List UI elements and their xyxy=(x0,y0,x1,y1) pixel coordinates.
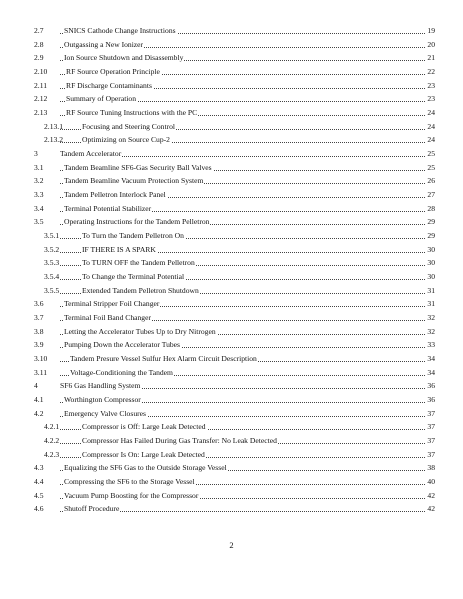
toc-entry-number: 3.1 xyxy=(34,162,44,172)
toc-entry[interactable] xyxy=(0,38,463,51)
toc-entry-page: 29 xyxy=(427,217,435,227)
toc-entry[interactable] xyxy=(0,120,463,133)
toc-entry-title: SF6 Gas Handling System xyxy=(60,381,141,391)
toc-entry-title: To TURN OFF the Tandem Pelletron xyxy=(82,258,195,268)
toc-entry[interactable] xyxy=(0,24,463,37)
toc-entry[interactable] xyxy=(0,420,463,433)
toc-entry-title: Extended Tandem Pelletron Shutdown xyxy=(82,285,199,295)
toc-entry-page: 30 xyxy=(427,272,435,282)
toc-entry-number: 4.4 xyxy=(34,477,44,487)
toc-entry-page: 24 xyxy=(427,135,435,145)
toc-entry[interactable] xyxy=(0,434,463,447)
toc-entry-number: 3.5 xyxy=(34,217,44,227)
toc-entry[interactable] xyxy=(0,229,463,242)
toc-entry-title: To Turn the Tandem Pelletron On xyxy=(82,231,184,241)
toc-entry-title: Shutoff Procedure xyxy=(64,504,120,514)
toc-entry[interactable] xyxy=(0,393,463,406)
toc-entry[interactable] xyxy=(0,297,463,310)
toc-entry[interactable] xyxy=(0,79,463,92)
toc-entry-title: Terminal Potential Stabilizer xyxy=(64,203,152,213)
toc-entry-number: 3.5.3 xyxy=(44,258,60,268)
toc-entry[interactable] xyxy=(0,311,463,324)
toc-entry-page: 37 xyxy=(427,449,435,459)
toc-entry-number: 3.8 xyxy=(34,326,44,336)
toc-entry[interactable] xyxy=(0,147,463,160)
toc-entry[interactable] xyxy=(0,325,463,338)
toc-entry-number: 2.13 xyxy=(34,108,48,118)
toc-entry-title: Voltage-Conditioning the Tandem xyxy=(70,367,173,377)
toc-entry[interactable] xyxy=(0,65,463,78)
toc-entry-number: 2.11 xyxy=(34,80,48,90)
toc-entry-page: 37 xyxy=(427,422,435,432)
toc-entry-page: 19 xyxy=(427,26,435,35)
toc-entry-page: 21 xyxy=(427,53,435,63)
toc-entry-number: 4.5 xyxy=(34,490,44,500)
toc-entry-number: 4.2 xyxy=(34,408,44,418)
toc-entry-number: 2.9 xyxy=(34,53,44,63)
toc-entry-title: Compressor Is On: Large Leak Detected xyxy=(82,449,205,459)
toc-entry-page: 40 xyxy=(427,477,435,487)
toc-entry-number: 3.5.5 xyxy=(44,285,60,295)
toc-entry[interactable] xyxy=(0,202,463,215)
toc-entry-title: RF Source Tuning Instructions with the PC xyxy=(66,108,198,118)
toc-entry-number: 3.2 xyxy=(34,176,44,186)
toc-entry[interactable] xyxy=(0,161,463,174)
page-number: 2 xyxy=(229,540,234,550)
toc-entry[interactable] xyxy=(0,106,463,119)
toc-entry-page: 30 xyxy=(427,258,435,268)
toc-entry[interactable] xyxy=(0,448,463,461)
toc-entry-number: 3.6 xyxy=(34,299,44,309)
toc-entry-number: 3.5.4 xyxy=(44,272,60,282)
toc-entry-number: 3.11 xyxy=(34,367,48,377)
toc-entry-title: Compressor is Off: Large Leak Detected xyxy=(82,422,206,432)
toc-entry-number: 3.10 xyxy=(34,354,48,364)
toc-entry-number: 3 xyxy=(34,149,38,159)
toc-entry[interactable] xyxy=(0,243,463,256)
toc-entry[interactable] xyxy=(0,352,463,365)
toc-entry-number: 3.7 xyxy=(34,313,44,323)
toc-entry[interactable] xyxy=(0,502,463,515)
toc-entry-title: Terminal Foil Band Changer xyxy=(64,313,151,323)
toc-entry[interactable] xyxy=(0,284,463,297)
toc-entry[interactable] xyxy=(0,92,463,105)
toc-entry-title: Summary of Operation xyxy=(66,94,137,104)
toc-entry-page: 33 xyxy=(427,340,435,350)
toc-entry-number: 2.13.2 xyxy=(44,135,63,145)
toc-entry-page: 29 xyxy=(427,231,435,241)
toc-entry-page: 26 xyxy=(427,176,435,186)
toc-entry-number: 4.2.2 xyxy=(44,436,60,446)
toc-entry-page: 34 xyxy=(427,354,435,364)
toc-entry-page: 36 xyxy=(427,381,435,391)
toc-entry[interactable] xyxy=(0,475,463,488)
toc-entry[interactable] xyxy=(0,215,463,228)
toc-entry-title: Tandem Presure Vessel Sulfur Hex Alarm Circuit Description xyxy=(70,354,257,364)
toc-entry-number: 3.5.2 xyxy=(44,244,60,254)
toc-entry-page: 31 xyxy=(427,299,435,309)
toc-entry-title: RF Source Operation Principle xyxy=(66,67,160,76)
toc-entry-title: Vacuum Pump Boosting for the Compressor xyxy=(64,490,199,500)
toc-entry-number: 3.5.1 xyxy=(44,231,60,241)
toc-entry-title: To Change the Terminal Potential xyxy=(82,272,185,282)
toc-entry-number: 2.12 xyxy=(34,94,48,104)
toc-entry[interactable] xyxy=(0,379,463,392)
toc-entry-page: 23 xyxy=(427,94,435,104)
toc-entry-title: Operating Instructions for the Tandem Pelletron xyxy=(64,217,210,227)
toc-entry-title: Letting the Accelerator Tubes Up to Dry Nitrogen xyxy=(64,326,216,336)
toc-entry-title: Equalizing the SF6 Gas to the Outside Storage Vessel xyxy=(64,463,227,473)
toc-entry-page: 36 xyxy=(427,395,435,405)
toc-entry-title: Tandem Accelerator xyxy=(60,149,122,159)
toc-entry-title: Compressing the SF6 to the Storage Vessel xyxy=(64,477,195,487)
toc-entry-title: Terminal Stripper Foil Changer xyxy=(64,299,160,309)
toc-entry-number: 2.10 xyxy=(34,67,48,76)
toc-entry-title: Pumping Down the Accelerator Tubes xyxy=(64,340,181,350)
toc-entry-title: Outgassing a New Ionizer xyxy=(64,39,144,49)
toc-entry-number: 4.3 xyxy=(34,463,44,473)
toc-entry-number: 4.2.1 xyxy=(44,422,60,432)
toc-entry-title: Focusing and Steering Control xyxy=(82,121,176,131)
toc-entry-number: 4.6 xyxy=(34,504,44,514)
toc-entry-title: IF THERE IS A SPARK xyxy=(82,244,156,254)
toc-entry[interactable] xyxy=(0,270,463,283)
toc-entry-page: 25 xyxy=(427,149,435,159)
toc-entry-title: Compressor Has Failed During Gas Transfer: No Leak Detected xyxy=(82,436,277,446)
toc-entry[interactable] xyxy=(0,188,463,201)
toc-entry-page: 42 xyxy=(427,504,435,514)
toc-entry-title: Worthington Compressor xyxy=(64,395,141,405)
toc-entry-page: 24 xyxy=(427,121,435,131)
toc-entry-page: 28 xyxy=(427,203,435,213)
toc-entry-page: 22 xyxy=(427,67,435,76)
toc-entry-page: 37 xyxy=(427,436,435,446)
toc-entry-number: 2.7 xyxy=(34,26,44,35)
toc-entry[interactable] xyxy=(0,366,463,379)
toc-entry-title: SNICS Cathode Change Instructions xyxy=(64,26,176,35)
toc-entry-page: 31 xyxy=(427,285,435,295)
toc-entry[interactable] xyxy=(0,461,463,474)
toc-entry-number: 3.9 xyxy=(34,340,44,350)
toc-entry-title: Tandem Beamline SF6-Gas Security Ball Valves xyxy=(64,162,212,172)
toc-entry-title: Tandem Pelletron Interlock Panel xyxy=(64,190,166,200)
toc-entry-number: 4.1 xyxy=(34,395,44,405)
toc-entry-page: 27 xyxy=(427,190,435,200)
toc-entry-page: 23 xyxy=(427,80,435,90)
toc-entry[interactable] xyxy=(0,256,463,269)
toc-entry[interactable] xyxy=(0,51,463,64)
toc-entry-number: 4.2.3 xyxy=(44,449,60,459)
toc-entry-title: Optimizing on Source Cup-2 xyxy=(82,135,170,145)
toc-entry-title: Emergency Valve Closures xyxy=(64,408,146,418)
toc-entry-page: 25 xyxy=(427,162,435,172)
toc-entry-page: 34 xyxy=(427,367,435,377)
toc-entry[interactable] xyxy=(0,489,463,502)
toc-entry-page: 38 xyxy=(427,463,435,473)
toc-entry-page: 20 xyxy=(427,39,435,49)
toc-entry-number: 3.3 xyxy=(34,190,44,200)
toc-entry-title: Tandem Beamline Vacuum Protection System xyxy=(64,176,204,186)
toc-entry-page: 32 xyxy=(427,313,435,323)
toc-entry-number: 3.4 xyxy=(34,203,44,213)
toc-entry[interactable] xyxy=(0,133,463,146)
toc-entry[interactable] xyxy=(0,174,463,187)
toc-entry-number: 2.8 xyxy=(34,39,44,49)
toc-entry-page: 42 xyxy=(427,490,435,500)
toc-entry-number: 4 xyxy=(34,381,38,391)
toc-entry-number: 2.13.1 xyxy=(44,121,63,131)
toc-entry-title: RF Discharge Contaminants xyxy=(66,80,152,90)
toc-entry-page: 32 xyxy=(427,326,435,336)
toc-entry-page: 37 xyxy=(427,408,435,418)
toc-entry-title: Ion Source Shutdown and Disassembly xyxy=(64,53,184,63)
toc-entry-page: 24 xyxy=(427,108,435,118)
toc-entry[interactable] xyxy=(0,407,463,420)
toc-entry[interactable] xyxy=(0,338,463,351)
toc-entry-page: 30 xyxy=(427,244,435,254)
